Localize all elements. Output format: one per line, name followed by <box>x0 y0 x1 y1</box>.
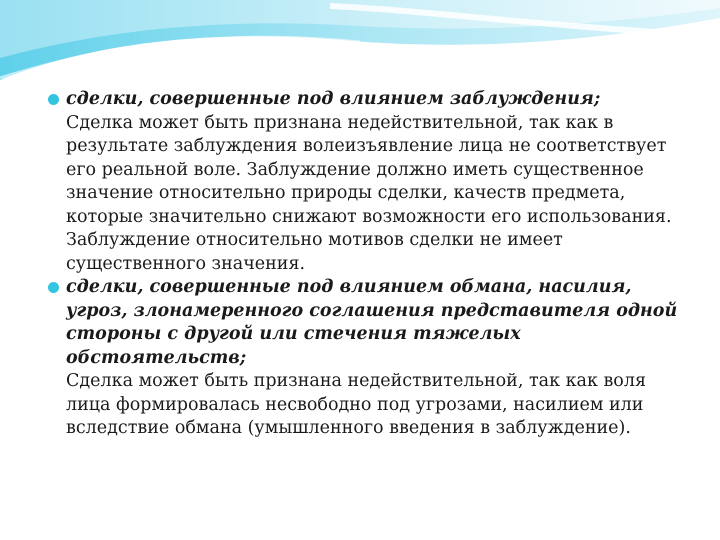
bullet-icon <box>48 282 59 293</box>
item-heading: сделки, совершенные под влиянием обмана, насилия, угроз, злонамеренного соглашения представителя одной стороны с другой или стечения тяжелых обстоятельств; <box>66 277 678 368</box>
item-heading: сделки, совершенные под влиянием заблуждения; <box>66 89 601 109</box>
item-text: Сделка может быть признана недействительной, так как в результате заблуждения волеизъявление лица не соответствует его реальной воле. Заблуждение должно иметь существенное значение относительно природы сделки, качеств предмета, которые значительно снижают возможности его использования. Заблуждение относительно мотивов сделки не имеет существенного значения. <box>66 112 672 274</box>
bullet-icon <box>48 94 59 105</box>
slide-content <box>48 88 688 441</box>
item-text: Сделка может быть признана недействительной, так как воля лица формировалась несвободно под угрозами, насилием или вследствие обмана (умышленного введения в заблуждение). <box>66 371 647 438</box>
header-wave-decoration <box>0 0 720 90</box>
list-item <box>48 276 688 441</box>
list-item <box>48 88 688 276</box>
